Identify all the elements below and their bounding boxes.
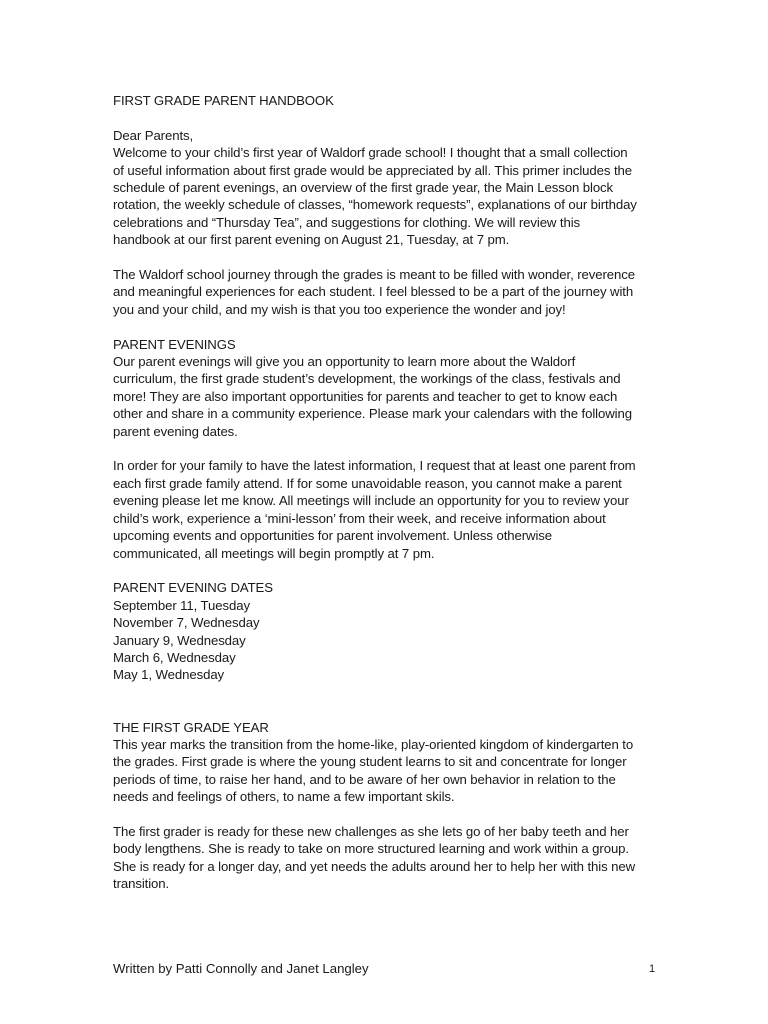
intro-line: celebrations and “Thursday Tea”, and suggestions for clothing. We will review this bbox=[113, 214, 581, 230]
parent-evenings-section bbox=[113, 336, 663, 562]
evening-date: September 11, Tuesday bbox=[113, 597, 250, 613]
paragraph-line: body lengthens. She is ready to take on more structured learning and work within a group. bbox=[113, 841, 629, 857]
paragraph-line: parent evening dates. bbox=[113, 423, 238, 439]
paragraph-line: periods of time, to raise her hand, and to be aware of her own behavior in relation to the bbox=[113, 771, 616, 787]
spacer bbox=[113, 109, 663, 126]
spacer bbox=[113, 562, 663, 579]
paragraph-line: Our parent evenings will give you an opportunity to learn more about the Waldorf bbox=[113, 354, 576, 370]
journey-paragraph bbox=[113, 266, 663, 318]
spacer bbox=[113, 249, 663, 266]
salutation: Dear Parents, bbox=[113, 127, 194, 143]
paragraph-line: transition. bbox=[113, 876, 170, 892]
intro-line: of useful information about first grade would be appreciated by all. This primer includes the bbox=[113, 162, 632, 178]
intro-line: rotation, the weekly schedule of classes, “homework requests”, explanations of our birthday bbox=[113, 197, 637, 213]
paragraph-line: each first grade family attend. If for some unavoidable reason, you cannot make a parent bbox=[113, 475, 622, 491]
document-title: FIRST GRADE PARENT HANDBOOK bbox=[113, 93, 334, 108]
paragraph-line: evening please let me know. All meetings will include an opportunity for you to review your bbox=[113, 493, 629, 509]
intro-line: schedule of parent evenings, an overview of the first grade year, the Main Lesson block bbox=[113, 180, 614, 196]
section-heading: PARENT EVENING DATES bbox=[113, 580, 273, 596]
paragraph-line: In order for your family to have the latest information, I request that at least one parent from bbox=[113, 458, 636, 474]
footer-author: Written by Patti Connolly and Janet Langley bbox=[113, 961, 369, 976]
evening-date: May 1, Wednesday bbox=[113, 667, 225, 683]
paragraph-line: needs and feelings of others, to name a few important skils. bbox=[113, 789, 455, 805]
spacer bbox=[113, 806, 663, 823]
paragraph-line: other and share in a community experience. Please mark your calendars with the following bbox=[113, 406, 632, 422]
handbook-page bbox=[113, 92, 663, 893]
first-grade-year-section bbox=[113, 719, 663, 893]
paragraph-line: curriculum, the first grade student’s development, the workings of the class, festivals and bbox=[113, 371, 621, 387]
intro-paragraph bbox=[113, 144, 663, 248]
journey-line: and meaningful experiences for each student. I feel blessed to be a part of the journey with bbox=[113, 284, 634, 300]
paragraph-line: She is ready for a longer day, and yet needs the adults around her to help her with this new bbox=[113, 858, 636, 874]
paragraph-line: the grades. First grade is where the young student learns to sit and concentrate for longer bbox=[113, 754, 627, 770]
section-heading: PARENT EVENINGS bbox=[113, 336, 236, 352]
intro-line: Welcome to your child’s first year of Waldorf grade school! I thought that a small collection bbox=[113, 145, 628, 161]
attendance-paragraph bbox=[113, 457, 663, 561]
section-heading: THE FIRST GRADE YEAR bbox=[113, 719, 269, 735]
first-grader-paragraph bbox=[113, 823, 663, 893]
first-grade-paragraph bbox=[113, 736, 663, 806]
intro-line: handbook at our first parent evening on August 21, Tuesday, at 7 pm. bbox=[113, 232, 510, 248]
journey-line: The Waldorf school journey through the grades is meant to be filled with wonder, reverence bbox=[113, 267, 635, 283]
evening-date: March 6, Wednesday bbox=[113, 649, 236, 665]
evening-date: January 9, Wednesday bbox=[113, 632, 246, 648]
paragraph-line: communicated, all meetings will begin promptly at 7 pm. bbox=[113, 545, 435, 561]
paragraph-line: child’s work, experience a ‘mini-lesson’ from their week, and receive information about bbox=[113, 510, 606, 526]
evening-dates-section bbox=[113, 579, 663, 683]
journey-line: you and your child, and my wish is that you too experience the wonder and joy! bbox=[113, 301, 566, 317]
paragraph-line: The first grader is ready for these new challenges as she lets go of her baby teeth and her bbox=[113, 823, 629, 839]
paragraph-line: more! They are also important opportunities for parents and teacher to get to know each bbox=[113, 388, 618, 404]
spacer bbox=[113, 318, 663, 335]
spacer bbox=[113, 440, 663, 457]
spacer bbox=[113, 684, 663, 719]
paragraph-line: upcoming events and opportunities for parent involvement. Unless otherwise bbox=[113, 528, 553, 544]
parent-evenings-paragraph bbox=[113, 353, 663, 440]
paragraph-line: This year marks the transition from the home-like, play-oriented kingdom of kindergarten to bbox=[113, 736, 634, 752]
page-number: 1 bbox=[649, 963, 656, 975]
evening-date: November 7, Wednesday bbox=[113, 615, 260, 631]
